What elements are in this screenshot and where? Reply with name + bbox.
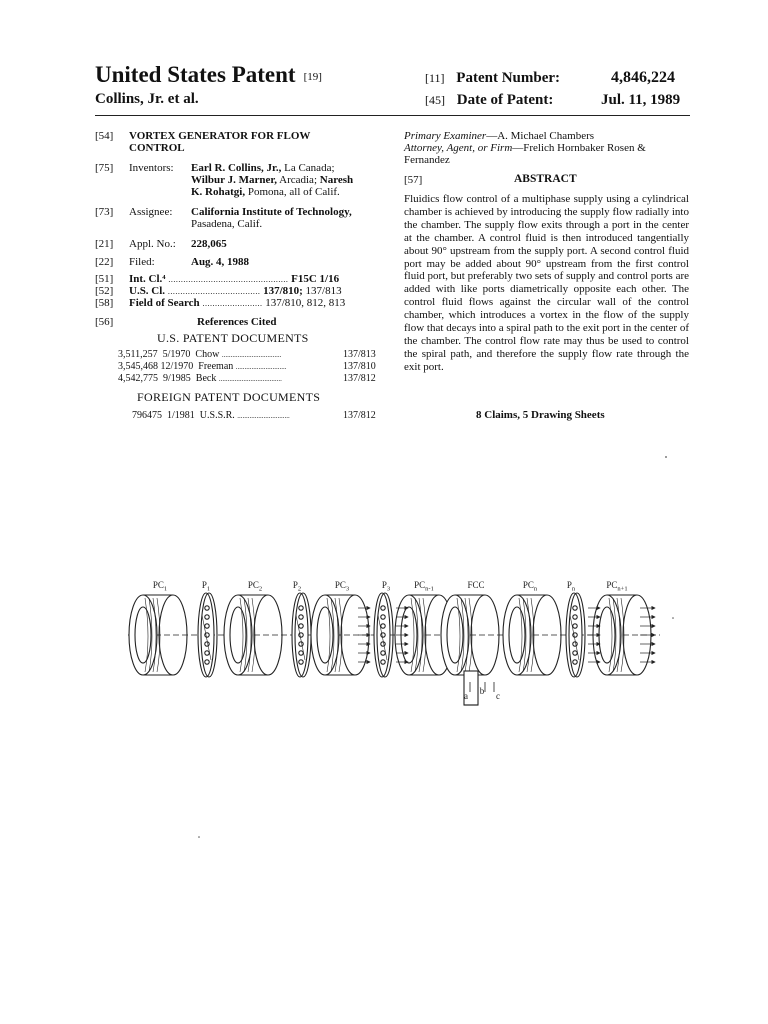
date-of-patent: Jul. 11, 1989 [601,92,681,108]
inventors-line1: Earl R. Collins, Jr., La Canada; [191,162,335,174]
field-row: Field of Search ........................ 137/810, 812, 813 [129,297,346,309]
scan-speck [198,836,200,838]
scan-speck [672,617,674,619]
figure-label: $PC_n$ [522,580,538,593]
uscl-code: [52] [95,285,114,297]
figure-label: $PC_2$ [247,580,263,593]
refs-code: [56] [95,316,114,328]
abstract-code: [57] [404,174,423,186]
assignee-code: [73] [95,206,114,218]
figure-label: FCC [467,580,485,590]
figure-label: $PC_3$ [334,580,350,593]
date-label: Date of Patent: [456,92,554,108]
assignee-line2: Pasadena, Calif. [191,218,263,230]
attorney-line2: Fernandez [404,154,450,166]
patent-number: 4,846,224 [611,69,675,86]
plate-component [374,593,393,677]
patent-number-code: [11] [425,71,445,85]
patent-title-text: United States Patent [95,62,296,87]
intcl-code: [51] [95,273,114,285]
inventors-line2: Wilbur J. Marner, Arcadia; Naresh [191,174,354,186]
abstract-text: Fluidics flow control of a multiphase supply using a cylindrical chamber is achieved by introducing the supply flow radially into the chamber. The supply flow exits through a port in the center at the chamber. A control fluid is then introduced tangentially about 90° upstream from the supply port. A second control fluid port may be added about 90° upstream from the first control fluid port, but preferably two sets of supply and control ports are added with like ports diametrically opposite each other. The control fluid flows against the circular wall of the control chamber, which introduces a vortex in the flow of the supply flow that decays into a spiral path to the exit port in the center of the chamber. The control flow rate may thus be used to control the spiral path, and therefore the supply flow rate through the exit port. [404,193,689,373]
assignee-line1: California Institute of Technology, [191,206,352,218]
figure-port-label: b [479,686,485,696]
refs-title: References Cited [197,316,277,328]
figure-label: $P_2$ [292,580,302,593]
plate-component [292,593,311,677]
appl-label: Appl. No.: [129,238,176,250]
claims-info: 8 Claims, 5 Drawing Sheets [476,409,605,421]
figure-label: $PC_{n+1}$ [606,580,628,593]
list-item-class: 137/812 [343,410,376,421]
figure-label: $P_1$ [201,580,211,593]
us-docs-title: U.S. PATENT DOCUMENTS [157,331,309,345]
list-item-class: 137/813 [343,349,376,360]
intcl-row: Int. Cl.⁴ ................................................ F15C 1/16 [129,273,340,285]
plate-component [198,593,217,677]
scan-speck [665,456,667,458]
figure-label: $PC_1$ [152,580,168,593]
invention-title-line1: VORTEX GENERATOR FOR FLOW [129,130,311,142]
filed-value: Aug. 4, 1988 [191,256,250,268]
list-item: 4,542,775 9/1985 Beck .................................... [118,373,282,384]
uscl-row: U.S. Cl. ..................................... 137/810; 137/813 [129,285,342,297]
appl-value: 228,065 [191,238,227,250]
list-item: 796475 1/1981 U.S.S.R. .............................. [132,410,290,421]
list-item-class: 137/810 [343,361,376,372]
date-code: [45] [425,93,445,107]
figure-port-label: c [496,691,500,701]
authors: Collins, Jr. et al. [95,91,199,107]
foreign-docs-title: FOREIGN PATENT DOCUMENTS [137,390,321,404]
figure-port-label: a [464,691,468,701]
attorney: Attorney, Agent, or Firm—Frelich Hornbaker Rosen & [404,142,646,154]
field-code: [58] [95,297,114,309]
inventors-code: [75] [95,162,114,174]
list-item-class: 137/812 [343,373,376,384]
patent-title-code: [19] [303,70,322,83]
examiner: Primary Examiner—A. Michael Chambers [404,130,595,142]
list-item: 3,545,468 12/1970 Freeman ............................. [118,361,287,372]
invention-title-line2: CONTROL [129,142,185,154]
figure-label: $PC_{n-1}$ [414,580,434,593]
appl-code: [21] [95,238,114,250]
patent-number-label: Patent Number: [456,70,561,86]
plate-component [566,593,585,677]
inventors-label: Inventors: [129,162,174,174]
figure-label: $P_3$ [381,580,391,593]
filed-code: [22] [95,256,114,268]
figure-label: $P_n$ [566,580,576,593]
filed-label: Filed: [129,256,155,268]
title-code: [54] [95,130,114,142]
abstract-title: ABSTRACT [514,173,577,185]
list-item: 3,511,257 5/1970 Chow .................................. [118,349,282,360]
assignee-label: Assignee: [129,206,173,218]
inventors-line3: K. Rohatgi, Pomona, all of Calif. [191,186,340,198]
